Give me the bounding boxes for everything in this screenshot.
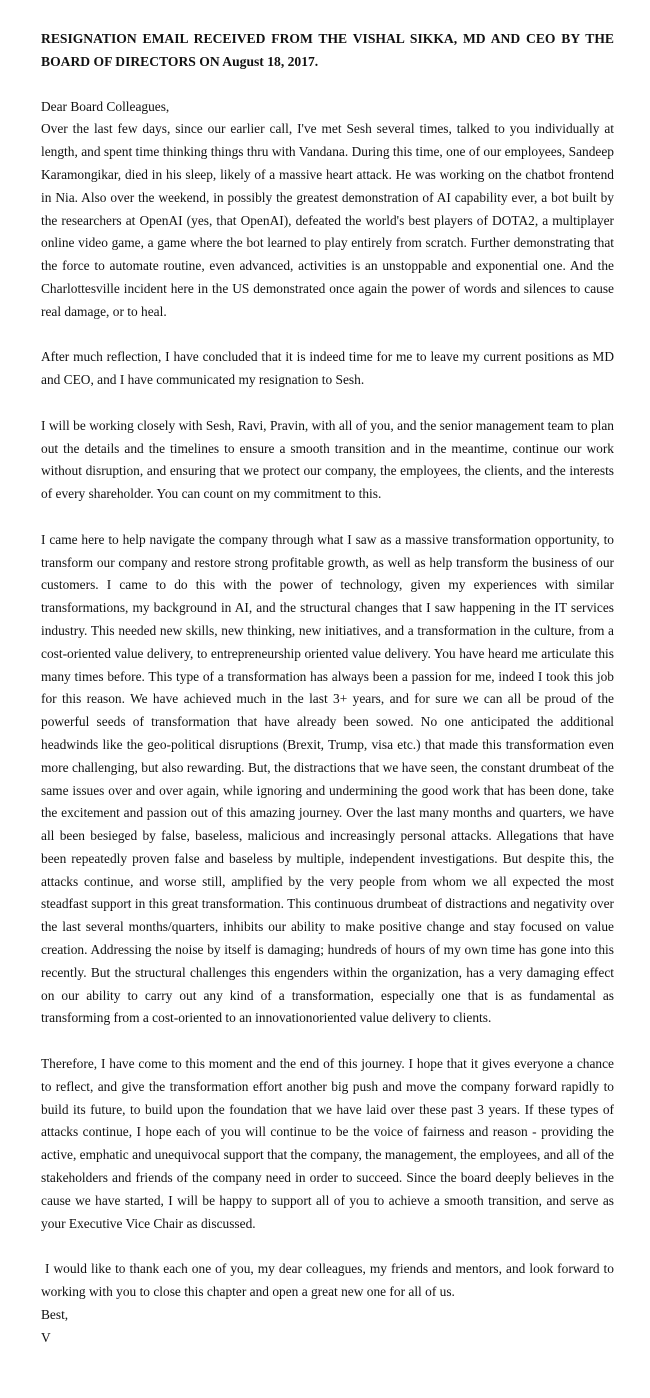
- salutation: Dear Board Colleagues,: [41, 98, 170, 114]
- paragraph-3: I will be working closely with Sesh, Ravi, Pravin, with all of you, and the senior management team to plan out the details and the timelines to ensure a smooth transition and in the meantime, continue our work without disruption, and ensuring that we protect our company, the employees, the clients, and the interests of every shareholder. You can count on my commitment to this.: [41, 417, 614, 502]
- signature: V: [41, 1329, 51, 1345]
- paragraph-6: I would like to thank each one of you, my dear colleagues, my friends and mentors, and look forward to working with you to close this chapter and open a great new one for all of us.: [41, 1261, 618, 1300]
- paragraph-5: Therefore, I have come to this moment and the end of this journey. I hope that it gives everyone a chance to reflect, and give the transformation effort another big push and move the company forward rapidly to build its future, to build upon the foundation that we have laid over these past 3 years. If these types of attacks continue, I hope each of you will continue to be the voice of fairness and reason - providing the active, emphatic and unequivocal support that the company, the management, the employees, and all of the stakeholders and friends of the company need in order to succeed. Since the board deeply believes in the cause we have started, I will be happy to support all of you to achieve a smooth transition, and serve as your Executive Vice Chair as discussed.: [41, 1056, 614, 1231]
- paragraph-4: I came here to help navigate the company through what I saw as a massive transformation opportunity, to transform our company and restore strong profitable growth, as well as help transform the business of our customers. I came to do this with the power of technology, given my experiences with similar transformations, my background in AI, and the structural changes that I saw happening in the IT services industry. This needed new skills, new thinking, new initiatives, and a transformation in the culture, from a cost-oriented value delivery, to entrepreneurship oriented value delivery. You have heard me articulate this many times before. This type of a transformation has always been a passion for me, indeed I took this job for this reason. We have achieved much in the last 3+ years, and for sure we can all be proud of the powerful seeds of transformation that have already been sowed. No one anticipated the additional headwinds like the geo-political disruptions (Brexit, Trump, visa etc.) that made this transformation even more challenging, but also rewarding. But, the distractions that we have seen, the constant drumbeat of the same issues over and over again, while ignoring and undermining the good work that has been done, take the excitement and passion out of this amazing journey. Over the last many months and quarters, we have all been besieged by false, baseless, malicious and increasingly personal attacks. Allegations that have been repeatedly proven false and baseless by multiple, independent investigations. But despite this, the attacks continue, and worse still, amplified by the very people from whom we all expected the most steadfast support in this great transformation. This continuous drumbeat of distractions and negativity over the last several months/quarters, inhibits our ability to make positive change and stay focused on value creation. Addressing the noise by itself is damaging; hundreds of hours of my own time has gone into this recently. But the structural challenges this engenders within the organization, has a very damaging effect on our ability to carry out any kind of a transformation, especially one that is as fundamental as transforming from a cost-oriented to an innovationoriented value delivery to clients.: [41, 531, 614, 1026]
- closing: Best,: [41, 1306, 69, 1322]
- paragraph-2: After much reflection, I have concluded that it is indeed time for me to leave my current positions as MD and CEO, and I have communicated my resignation to Sesh.: [41, 349, 614, 388]
- document-title: RESIGNATION EMAIL RECEIVED FROM THE VISHAL SIKKA, MD AND CEO BY THE BOARD OF DIRECTORS ON August 18, 2017.: [41, 31, 614, 69]
- paragraph-1: Over the last few days, since our earlier call, I've met Sesh several times, talked to you individually at length, and spent time thinking things thru with Vandana. During this time, one of our employees, Sandeep Karamongikar, died in his sleep, likely of a massive heart attack. He was working on the chatbot frontend in Nia. Also over the weekend, in possibly the greatest demonstration of AI capability ever, a bot built by the researchers at OpenAI (yes, that OpenAI), defeated the world's best players of DOTA2, a multiplayer online video game, a game where the bot learned to play entirely from scratch. Further demonstrating that the force to automate routine, even advanced, activities is an unstoppable and exponential one. And the Charlottesville incident here in the US demonstrated once again the power of words and silences to cause real damage, or to heal.: [41, 121, 614, 319]
